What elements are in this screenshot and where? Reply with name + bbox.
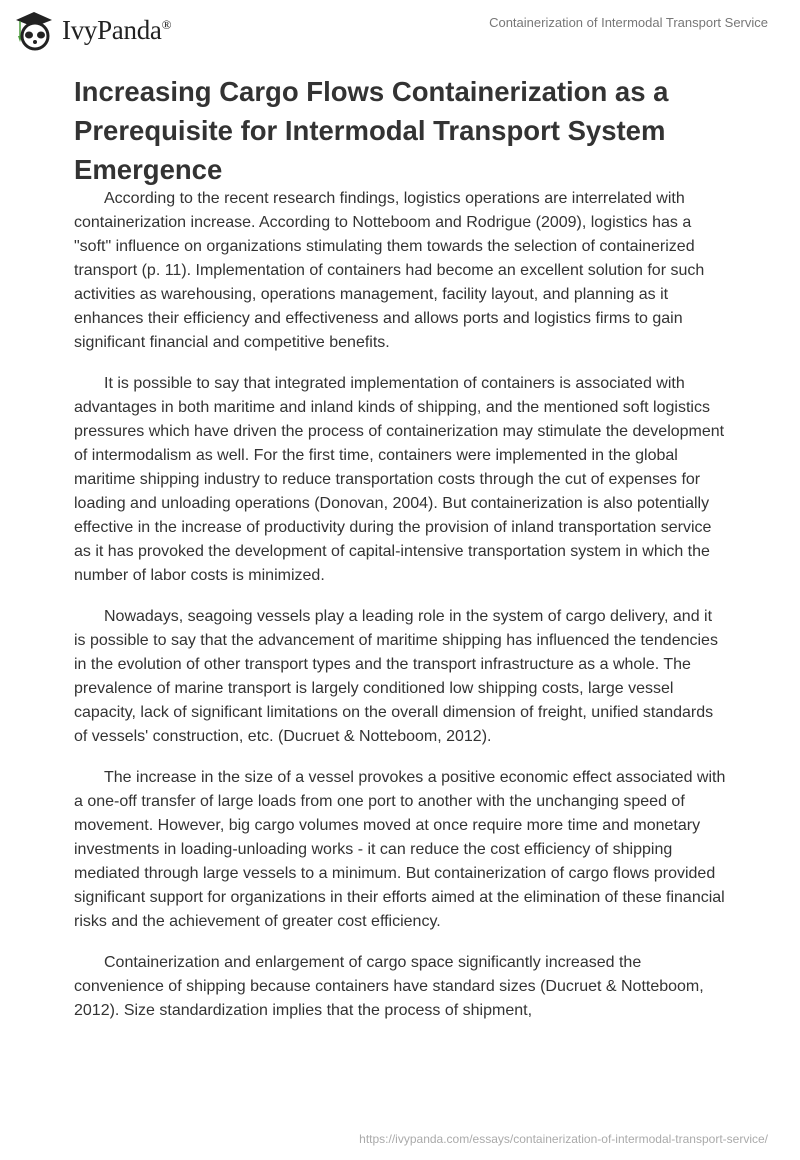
logo-text: IvyPanda <box>62 14 162 45</box>
registered-mark: ® <box>161 16 172 32</box>
panda-graduate-icon <box>12 8 56 52</box>
paragraph: The increase in the size of a vessel provokes a positive economic effect associated with a one-off transfer of large loads from one port to another with the unchanging speed of movement. However, big cargo volumes moved at once require more time and monetary investments in loading-unloading works - it can reduce the cost efficiency of shipping mediated through large vessels to a minimum. But containerization of cargo flows provided significant support for organizations in their efforts aimed at the elimination of these financial risks and the achievement of greater cost efficiency. <box>74 769 726 930</box>
paragraph: According to the recent research findings, logistics operations are interrelated with containerization increase. According to Notteboom and Rodrigue (2009), logistics has a "soft" influence on organizations stimulating them towards the selection of containerized transport (p. 11). Implementation of containers had become an excellent solution for such activities as warehousing, operations management, facility layout, and planning as it enhances their efficiency and effectiveness and allows ports and logistics firms to gain significant financial and competitive benefits. <box>74 190 705 351</box>
document-title: Containerization of Intermodal Transport Service <box>489 15 768 30</box>
paragraph: Nowadays, seagoing vessels play a leading role in the system of cargo delivery, and it is possible to say that the advancement of maritime shipping has influenced the tendencies in the evolution of other transport types and the transport infrastructure as a whole. The prevalence of marine transport is largely conditioned low shipping costs, large vessel capacity, lack of significant limitations on the overall dimension of freight, unified standards of vessels' construction, etc. (Ducruet & Notteboom, 2012). <box>74 608 718 745</box>
page-header <box>0 0 800 60</box>
article-title: Increasing Cargo Flows Containerization as a Prerequisite for Intermodal Transport System Emergence <box>74 76 669 185</box>
paragraph: Containerization and enlargement of cargo space significantly increased the convenience of shipping because containers have standard sizes (Ducruet & Notteboom, 2012). Size standardization implies that the process of shipment, <box>74 954 704 1019</box>
source-url[interactable]: https://ivypanda.com/essays/containerization-of-intermodal-transport-service/ <box>359 1132 768 1146</box>
article-body <box>74 187 728 1040</box>
ivypanda-logo[interactable] <box>12 8 171 52</box>
paragraph: It is possible to say that integrated implementation of containers is associated with advantages in both maritime and inland kinds of shipping, and the mentioned soft logistics pressures which have driven the process of containerization may stimulate the development of intermodalism as well. For the first time, containers were implemented in the global maritime shipping industry to reduce transportation costs through the cut of expenses for loading and unloading operations (Donovan, 2004). But containerization is also potentially effective in the increase of productivity during the provision of inland transportation service as it has provoked the development of capital-intensive transportation system in which the number of labor costs is minimized. <box>74 375 725 584</box>
